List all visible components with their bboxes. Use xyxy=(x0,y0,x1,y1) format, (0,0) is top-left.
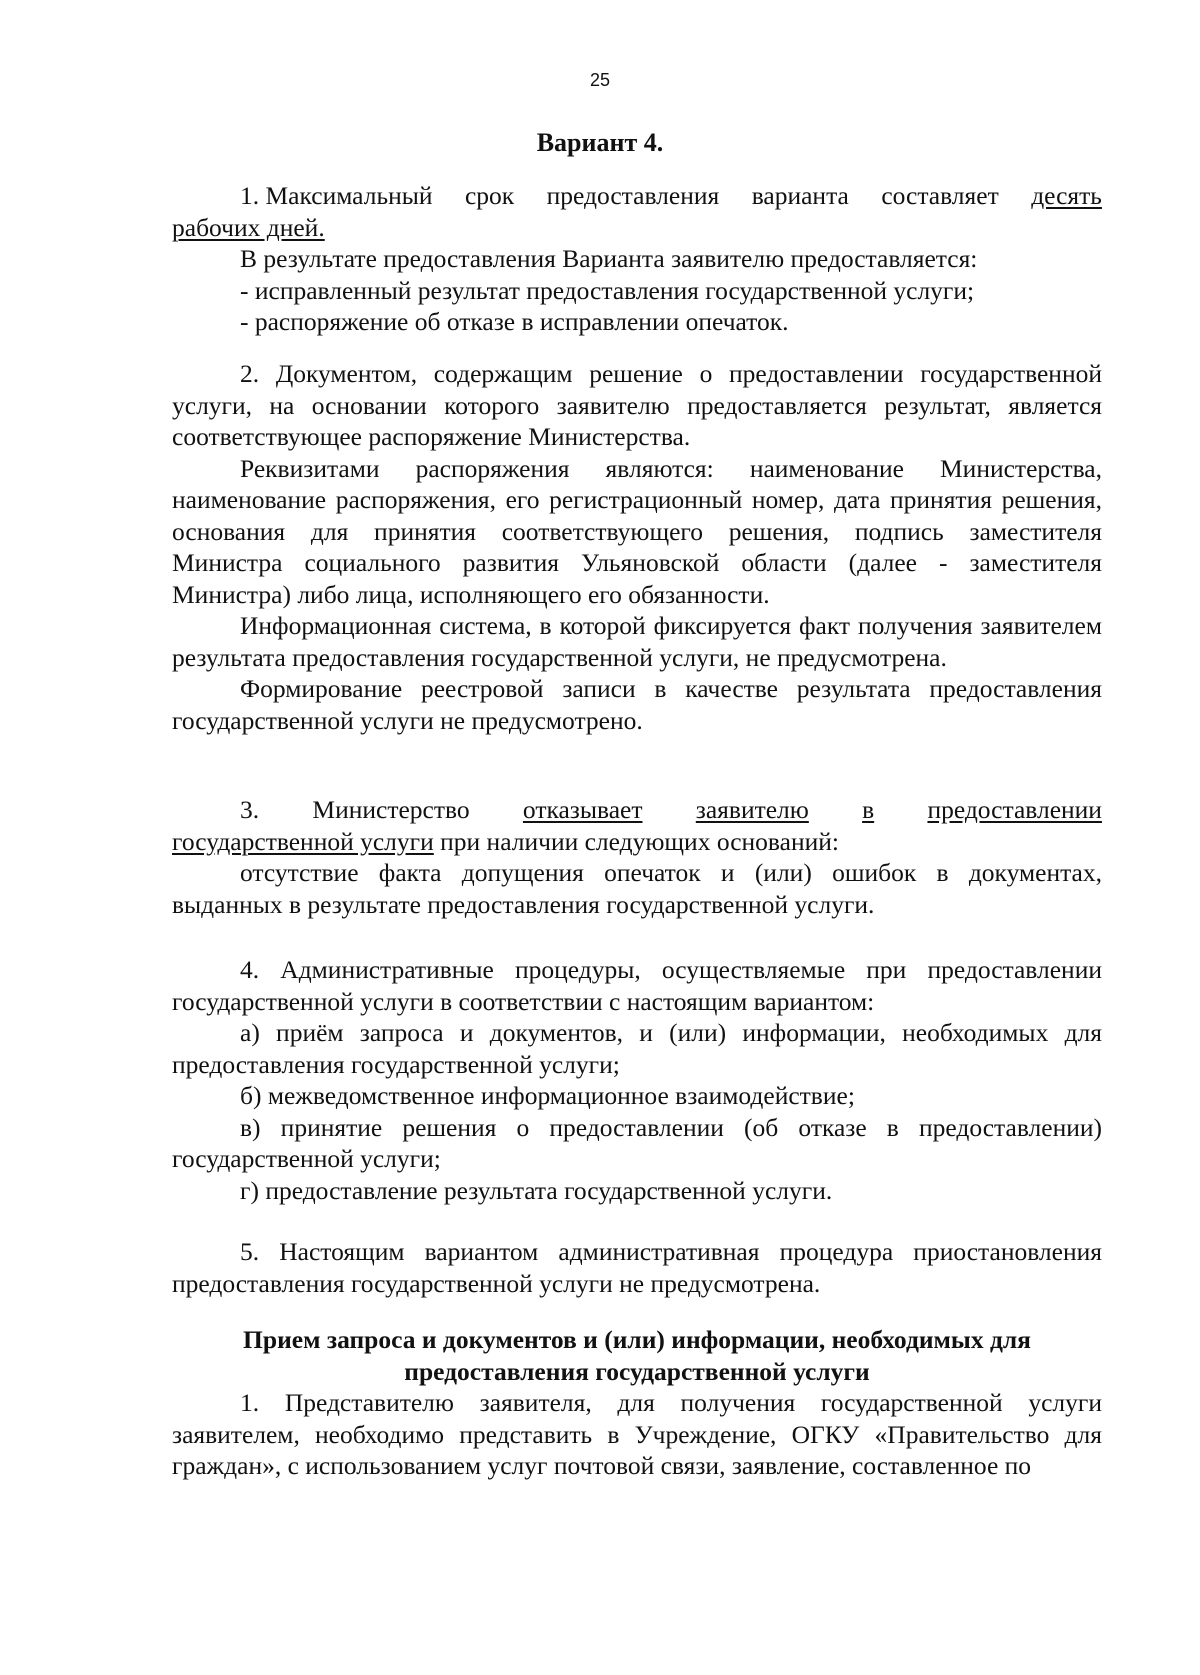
list-item: а) приём запроса и документов, и (или) информации, необходимых для предоставления государственной услуги; xyxy=(172,1018,1102,1079)
word: Министерство xyxy=(312,795,470,824)
paragraph: 2. Документом, содержащим решение о предоставлении государственной услуги, на основании которого заявителю предоставляется результат, является соответствующее распоряжение Министерства. xyxy=(172,359,1102,451)
section-heading: предоставления государственной услуги xyxy=(404,1356,870,1386)
paragraph: Информационная система, в которой фиксируется факт получения заявителем результата предоставления государственной услуги, не предусмотрена. xyxy=(172,611,1102,672)
item-number: 1. xyxy=(240,181,260,210)
paragraph: 1. Представителю заявителя, для получения государственной услуги заявителем, необходимо представить в Учреждение, ОГКУ «Правительство для граждан», с использованием услуг почтовой связи, заявление, составленное по xyxy=(172,1388,1102,1480)
underlined-term: рабочих дней. xyxy=(172,212,325,242)
word: варианта xyxy=(751,181,849,210)
page-title: Вариант 4. xyxy=(536,128,664,157)
block1-first-line xyxy=(172,180,1102,212)
word: срок xyxy=(464,181,515,210)
block-2 xyxy=(172,358,1102,736)
word: составляет xyxy=(881,181,999,210)
block-4 xyxy=(172,954,1102,1206)
block3-first-line xyxy=(172,794,1102,826)
underlined-term: в xyxy=(862,795,875,824)
paragraph: Формирование реестровой записи в качестве результата предоставления государственной услуги не предусмотрено. xyxy=(172,674,1102,735)
block-3 xyxy=(172,794,1102,920)
underlined-term: государственной услуги xyxy=(172,826,434,856)
underlined-term: заявителю xyxy=(695,795,809,824)
underlined-term: предоставлении xyxy=(927,795,1102,824)
item-number: 3. xyxy=(240,795,260,824)
paragraph: Реквизитами распоряжения являются: наименование Министерства, наименование распоряжения, его регистрационный номер, дата принятия решения, основания для принятия соответствующего решения, подпись заместителя Министра социального развития Ульяновской области (далее - заместителя Министра) либо лица, исполняющего его обязанности. xyxy=(172,453,1102,609)
word: предоставления xyxy=(546,181,720,210)
paragraph: отсутствие факта допущения опечаток и (или) ошибок в документах, выданных в результате предоставления государственной услуги. xyxy=(172,858,1102,919)
block-1 xyxy=(172,180,1102,338)
word: Максимальный xyxy=(265,181,433,210)
list-item: б) межведомственное информационное взаимодействие; xyxy=(240,1081,855,1110)
list-item: г) предоставление результата государственной услуги. xyxy=(240,1175,833,1205)
paragraph: 4. Административные процедуры, осуществляемые при предоставлении государственной услуги в соответствии с настоящим вариантом: xyxy=(172,955,1102,1016)
underlined-term: отказывает xyxy=(522,795,643,824)
list-item: - исправленный результат предоставления государственной услуги; xyxy=(240,275,975,305)
underlined-term: десять xyxy=(1031,181,1102,210)
list-item: - распоряжение об отказе в исправлении опечаток. xyxy=(240,307,789,336)
paragraph: В результате предоставления Варианта заявителю предоставляется: xyxy=(240,244,978,273)
section xyxy=(172,1324,1102,1482)
block-5 xyxy=(172,1236,1102,1299)
list-item: в) принятие решения о предоставлении (об отказе в предоставлении) государственной услуги; xyxy=(172,1112,1102,1173)
page-number: 25 xyxy=(589,70,611,90)
paragraph: 5. Настоящим вариантом административная процедура приостановления предоставления государственной услуги не предусмотрена. xyxy=(172,1237,1102,1298)
section-heading: Прием запроса и документов и (или) информации, необходимых для xyxy=(243,1325,1031,1354)
paragraph-text: при наличии следующих оснований: xyxy=(433,826,839,856)
